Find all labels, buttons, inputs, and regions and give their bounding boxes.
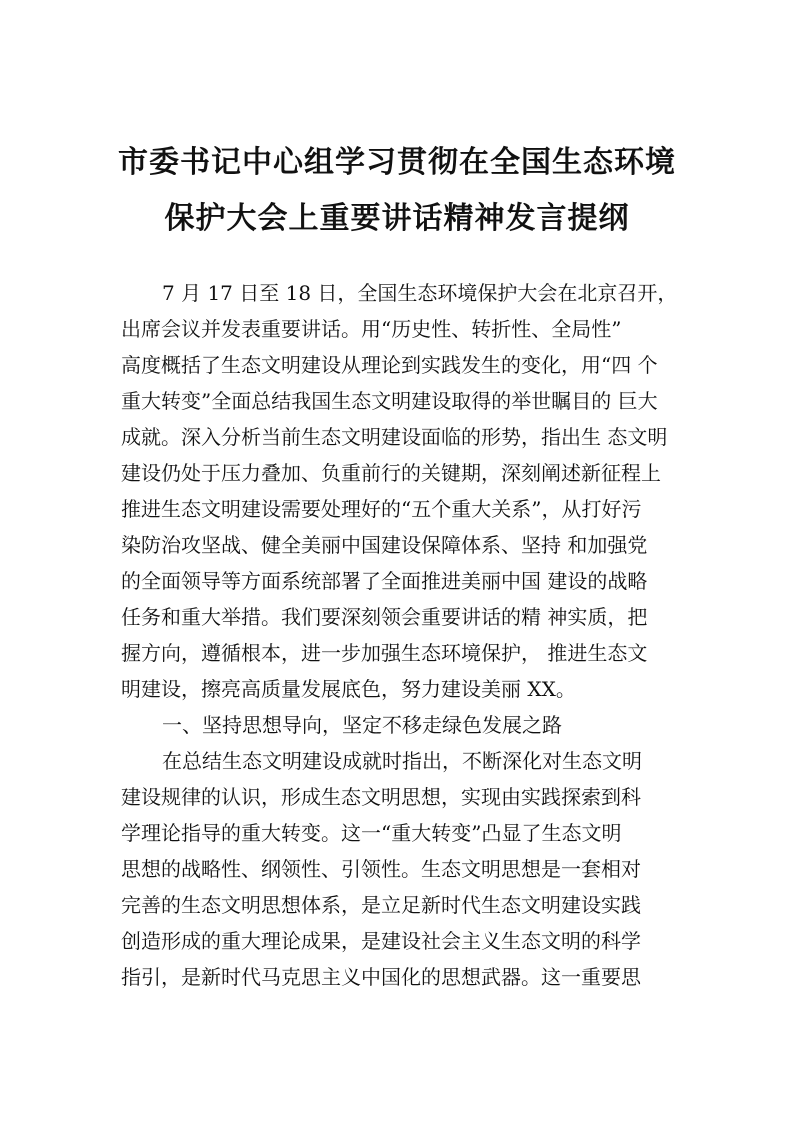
body-line: 推进生态文明建设需要处理好的“五个重大关系”，从打好污: [121, 497, 642, 521]
body-line: 出席会议并发表重要讲话。用“历史性、转折性、全局性”: [121, 317, 622, 341]
body-line: 的全面领导等方面系统部署了全面推进美丽中国 建设的战略: [121, 569, 648, 593]
body-line: 建设规律的认识，形成生态文明思想，实现由实践探索到科: [121, 785, 641, 809]
body-line: 建设仍处于压力叠加、负重前行的关键期，深刻阐述新征程上: [121, 461, 661, 485]
body-line: 思想的战略性、纲领性、引领性。生态文明思想是一套相对: [121, 857, 641, 881]
document-title-line-2: 保护大会上重要讲话精神发言提纲: [164, 201, 630, 236]
body-line: 指引，是新时代马克思主义中国化的思想武器。这一重要思: [121, 965, 641, 989]
body-line: 明建设，擦亮高质量发展底色，努力建设美丽 XX。: [121, 677, 576, 701]
body-line: 创造形成的重大理论成果，是建设社会主义生态文明的科学: [121, 929, 641, 953]
body-line: 学理论指导的重大转变。这一“重大转变”凸显了生态文明: [121, 821, 622, 845]
body-line: 7 月 17 日至 18 日，全国生态环境保护大会在北京召开，: [162, 281, 678, 305]
body-line: 握方向，遵循根本，进一步加强生态环境保护， 推进生态文: [121, 641, 648, 665]
body-line: 在总结生态文明建设成就时指出，不断深化对生态文明: [162, 749, 642, 773]
section-heading: 一、坚持思想导向，坚定不移走绿色发展之路: [162, 713, 562, 737]
body-line: 染防治攻坚战、健全美丽中国建设保障体系、坚持 和加强党: [121, 533, 648, 557]
body-line: 高度概括了生态文明建设从理论到实践发生的变化，用“四 个: [121, 353, 658, 377]
body-line: 成就。深入分析当前生态文明建设面临的形势，指出生 态文明: [121, 425, 668, 449]
body-line: 完善的生态文明思想体系，是立足新时代生态文明建设实践: [121, 893, 641, 917]
document-title-line-1: 市委书记中心组学习贯彻在全国生态环境: [118, 145, 676, 180]
body-line: 任务和重大举措。我们要深刻领会重要讲话的精 神实质，把: [121, 605, 648, 629]
body-line: 重大转变”全面总结我国生态文明建设取得的举世瞩目的 巨大: [121, 389, 658, 413]
